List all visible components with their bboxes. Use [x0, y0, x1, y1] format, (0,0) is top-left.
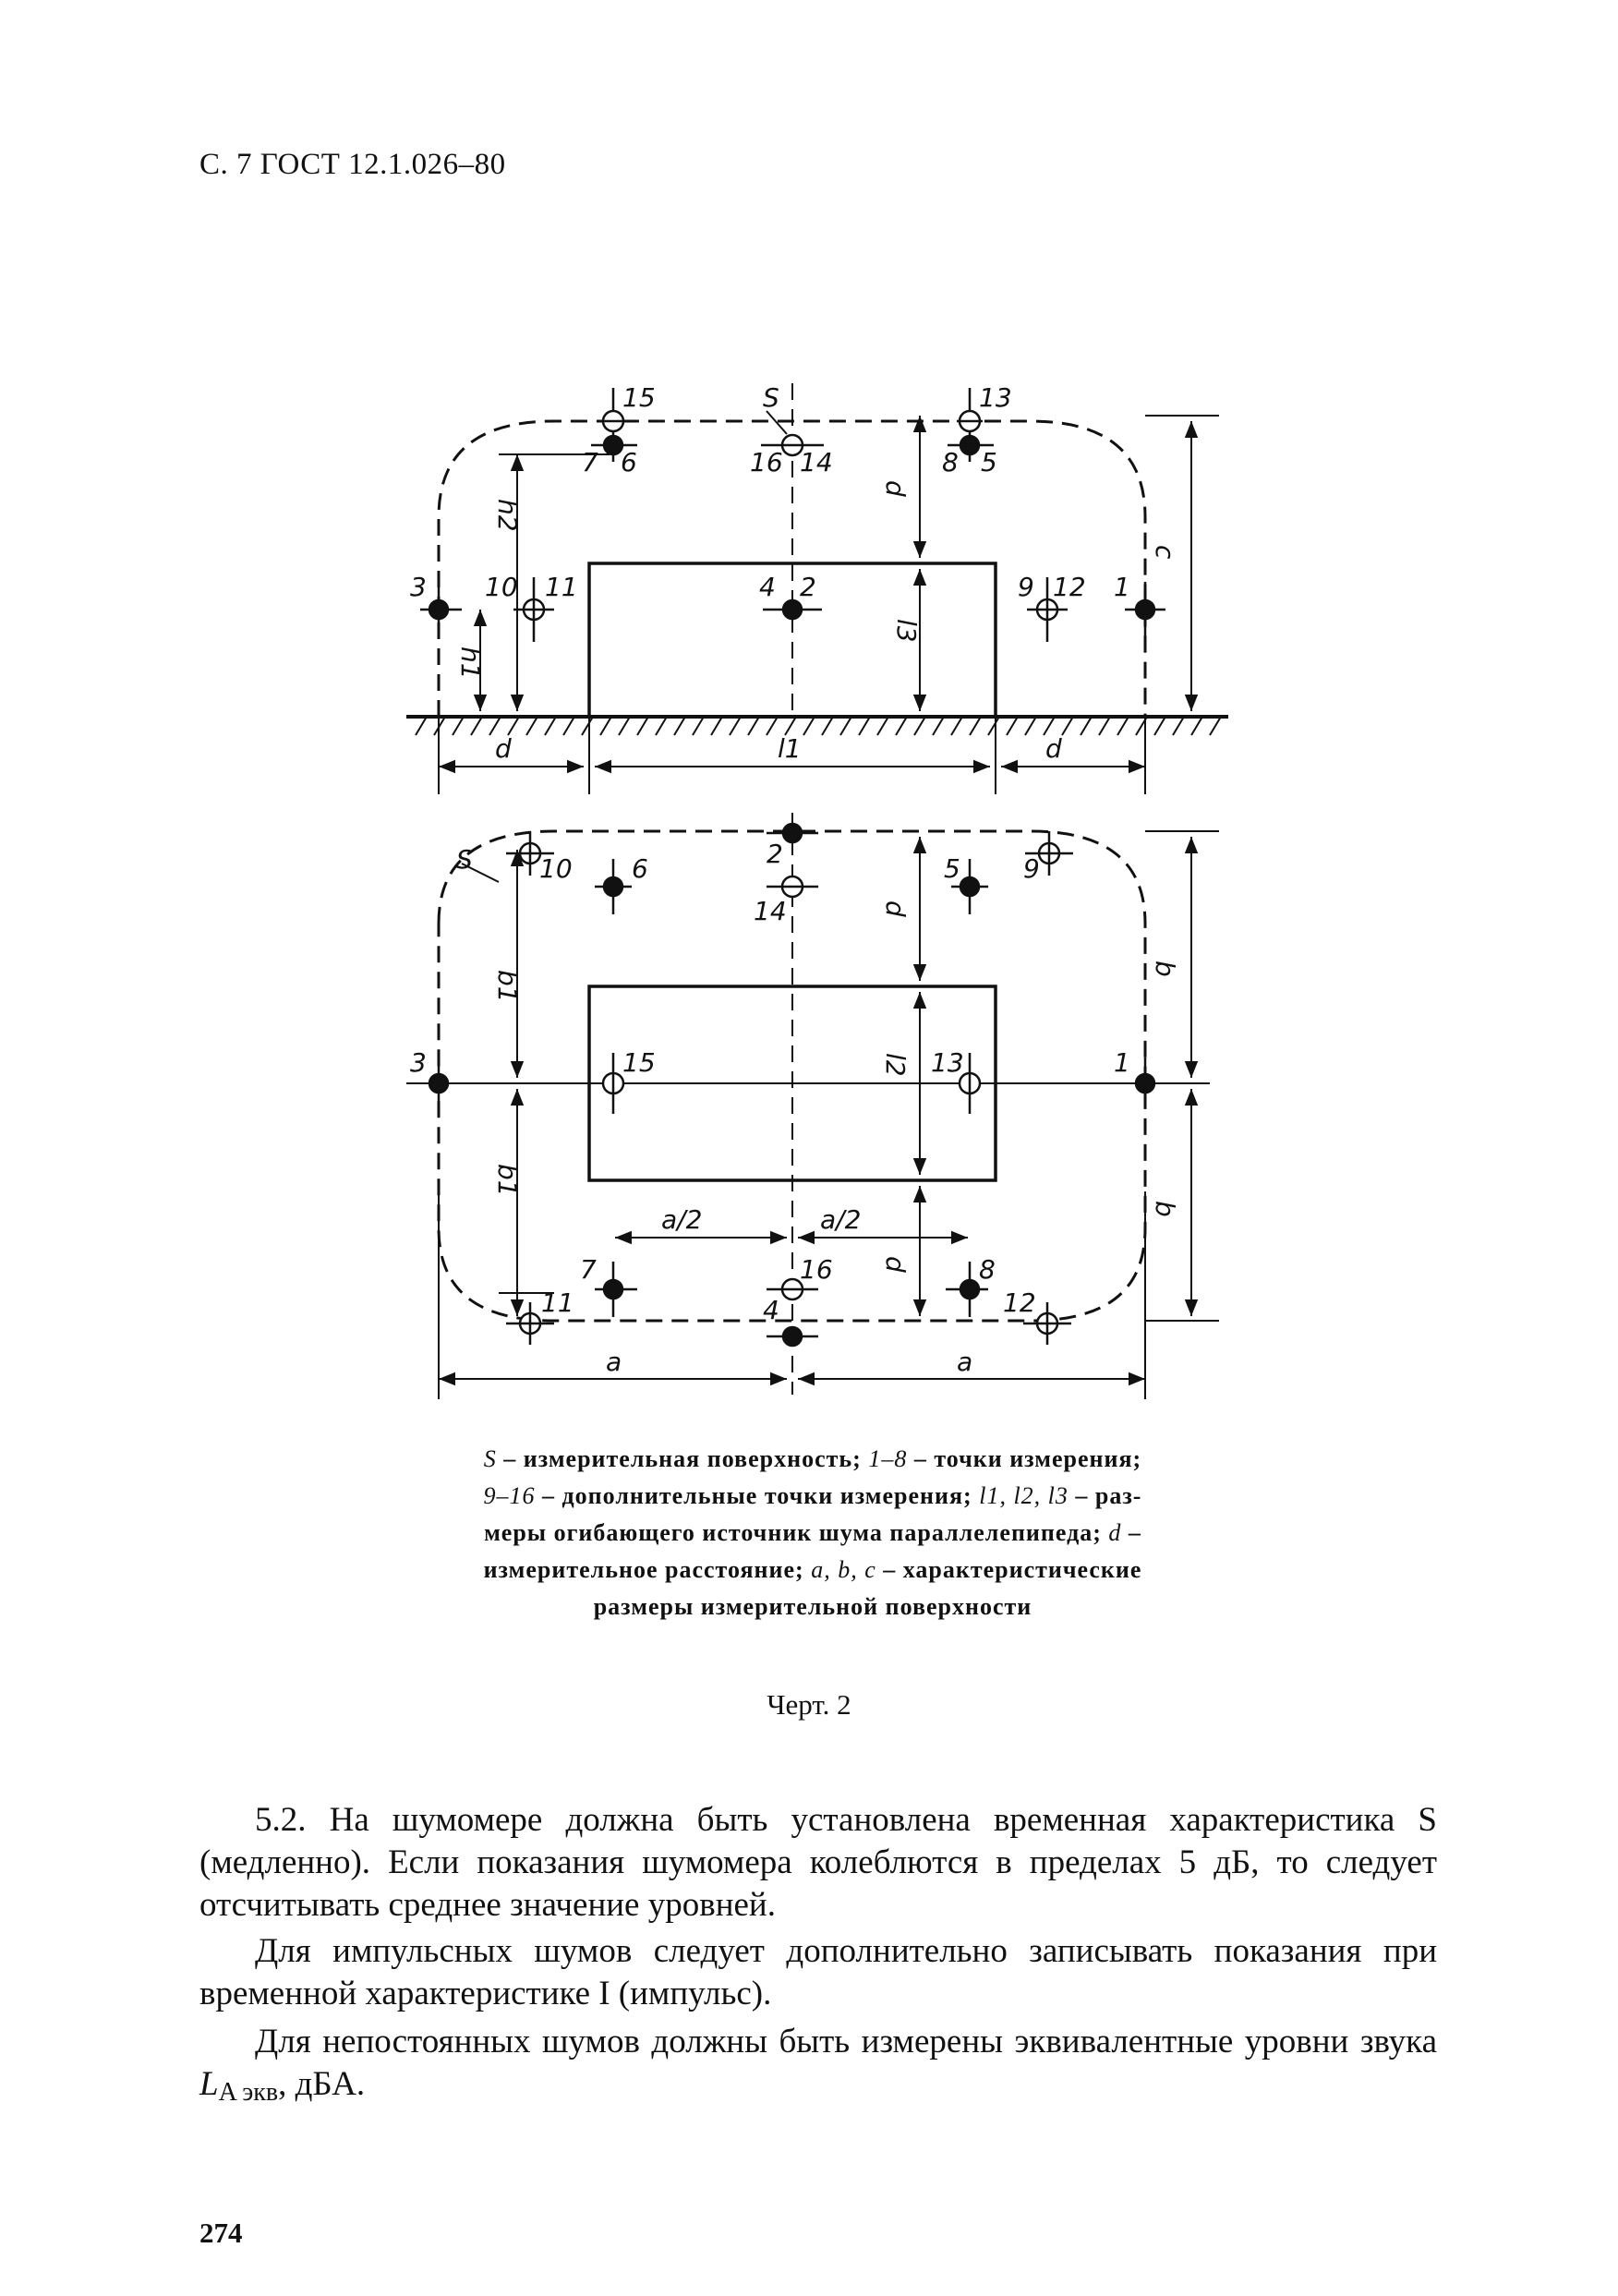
- plan-view: [406, 813, 1219, 1399]
- figure-caption: [369, 1441, 1256, 1625]
- caption-symbol-s: S: [483, 1445, 497, 1472]
- caption-symbols: a, b, c: [811, 1556, 876, 1583]
- label-point-12-top: 12: [1053, 572, 1086, 602]
- label-point-9-plan: 9: [1023, 853, 1040, 884]
- label-d-vertical-top: d: [880, 480, 911, 497]
- label-s-top: S: [763, 382, 779, 413]
- paragraph-variable-noise: [199, 2021, 1437, 2114]
- label-point-2-top: 2: [800, 572, 816, 602]
- label-point-5-plan: 5: [944, 853, 960, 884]
- caption-range: 9–16: [483, 1482, 536, 1509]
- label-point-10-top: 10: [485, 572, 518, 602]
- label-d-left: d: [495, 733, 512, 764]
- caption-range: 1–8: [868, 1445, 908, 1472]
- label-point-2-plan: 2: [767, 839, 783, 869]
- caption-text: – дополнительные точки измерения;: [535, 1482, 980, 1509]
- label-s-plan: S: [456, 844, 473, 875]
- paragraph-impulse-noise: Для импульсных шумов следует дополнительно записывать показания при временной характеристике I (импульс).: [199, 1932, 1437, 2012]
- label-d-plan-bottom: d: [880, 1256, 911, 1273]
- label-c: c: [1150, 545, 1180, 560]
- label-point-7-top: 7: [582, 447, 598, 477]
- label-point-15-plan: 15: [622, 1047, 656, 1078]
- caption-symbol-d: d: [1108, 1519, 1122, 1546]
- label-point-11-plan: 11: [541, 1287, 574, 1318]
- label-point-16-plan: 16: [800, 1254, 833, 1285]
- label-b-bottom: b: [1150, 1201, 1180, 1217]
- caption-text: – измерительная поверхность;: [496, 1445, 869, 1472]
- label-point-6-plan: 6: [632, 853, 648, 884]
- caption-text: размеры измерительной поверхности: [593, 1593, 1032, 1620]
- label-a-half-left: a/2: [661, 1204, 703, 1235]
- label-l3: l3: [891, 619, 922, 643]
- label-b-top: b: [1150, 961, 1180, 977]
- label-point-12-plan: 12: [1003, 1287, 1036, 1318]
- caption-text: – характеристические: [875, 1556, 1142, 1583]
- label-point-6-top: 6: [621, 447, 637, 477]
- label-point-13-top: 13: [979, 382, 1012, 413]
- label-point-3-plan: 3: [410, 1047, 427, 1078]
- caption-text: –: [1121, 1519, 1141, 1546]
- caption-symbols: l1, l2, l3: [979, 1482, 1069, 1509]
- figure-number: Черт. 2: [767, 1688, 851, 1721]
- label-point-1-plan: 1: [1114, 1047, 1130, 1078]
- caption-text: меры огибающего источник шума параллелепипеда;: [484, 1519, 1109, 1546]
- label-l1: l1: [778, 733, 802, 764]
- caption-text: – точки измерения;: [907, 1445, 1142, 1472]
- label-point-4-top: 4: [759, 572, 776, 602]
- paragraph-5-2: 5.2. На шумомере должна быть установлена временная характеристика S (медленно). Если показания шумомера колеблются в пределах 5 дБ, то следует отсчитывать среднее значение уровней.: [199, 1801, 1437, 1924]
- label-a-right: a: [957, 1347, 973, 1377]
- label-point-15-top: 15: [622, 382, 656, 413]
- label-point-4-plan: 4: [763, 1295, 779, 1325]
- paragraph-text: Для непостоянных шумов должны быть измерены эквивалентные уровни звука: [255, 2023, 1437, 2060]
- label-point-1-top: 1: [1114, 572, 1130, 602]
- label-point-10-plan: 10: [539, 853, 573, 884]
- label-b1-top: b1: [492, 970, 523, 1003]
- symbol-l: L: [199, 2065, 219, 2103]
- label-d-plan-top: d: [880, 900, 911, 917]
- label-point-11-top: 11: [545, 572, 578, 602]
- label-point-5-top: 5: [981, 447, 997, 477]
- label-point-8-top: 8: [942, 447, 959, 477]
- label-a-half-right: a/2: [820, 1204, 862, 1235]
- page-header: С. 7 ГОСТ 12.1.026–80: [199, 148, 506, 181]
- page-number: 274: [199, 2217, 243, 2249]
- label-point-14-top: 14: [800, 447, 833, 477]
- label-point-14-plan: 14: [754, 896, 787, 926]
- symbol-subscript: A экв: [218, 2078, 279, 2107]
- label-l2: l2: [880, 1053, 911, 1077]
- label-d-right: d: [1045, 733, 1062, 764]
- label-point-9-top: 9: [1018, 572, 1034, 602]
- caption-text: измерительное расстояние;: [483, 1556, 812, 1583]
- label-b1-bottom: b1: [492, 1164, 523, 1197]
- caption-text: – раз-: [1068, 1482, 1142, 1509]
- label-point-8-plan: 8: [979, 1254, 996, 1285]
- label-point-13-plan: 13: [931, 1047, 964, 1078]
- paragraph-text: , дБА.: [278, 2065, 366, 2103]
- label-h1: h1: [455, 647, 486, 680]
- label-a-left: a: [606, 1347, 622, 1377]
- label-point-3-top: 3: [410, 572, 427, 602]
- label-h2: h2: [492, 499, 523, 532]
- label-point-16-top: 16: [750, 447, 783, 477]
- label-point-7-plan: 7: [580, 1254, 597, 1285]
